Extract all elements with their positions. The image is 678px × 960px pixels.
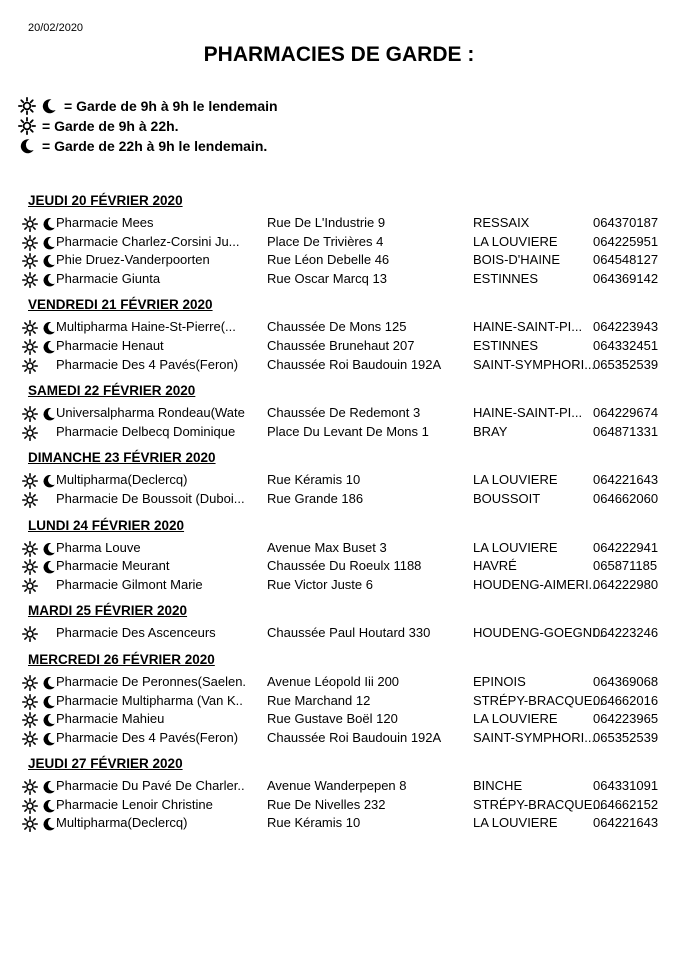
pharmacy-row [0, 337, 678, 356]
moon-icon [41, 253, 57, 269]
sun-icon [22, 559, 38, 575]
page-title: PHARMACIES DE GARDE : [203, 43, 475, 66]
pharmacy-phone: 064370187 [593, 215, 659, 230]
pharmacy-name: Multipharma(Declercq) [56, 472, 188, 488]
pharmacy-row [0, 624, 678, 643]
sun-icon [22, 779, 38, 795]
moon-icon [41, 235, 57, 251]
pharmacy-row [0, 710, 678, 729]
legend-item [18, 116, 278, 136]
moon-icon [41, 272, 57, 288]
pharmacy-row [0, 557, 678, 576]
moon-icon [41, 675, 57, 691]
pharmacy-name: Multipharma Haine-St-Pierre(... [56, 319, 236, 335]
pharmacy-phone: 064223246 [593, 625, 659, 641]
pharmacy-name: Pharma Louve [56, 539, 141, 555]
pharmacy-phone: 064223965 [593, 711, 659, 727]
pharmacy-address: Chaussée De Mons 125 [267, 319, 407, 335]
pharmacy-row [0, 471, 678, 490]
pharmacy-phone: 064331091 [593, 778, 659, 794]
pharmacy-address: Rue De L'Industrie 9 [267, 215, 386, 230]
pharmacy-row [0, 270, 678, 289]
pharmacy-address: Rue Marchand 12 [267, 692, 371, 708]
day-heading: VENDREDI 21 FÉVRIER 2020 [28, 297, 213, 313]
pharmacy-row [0, 356, 678, 375]
pharmacy-row [0, 539, 678, 558]
pharmacy-name: Pharmacie Giunta [56, 270, 161, 286]
pharmacy-phone: 065352539 [593, 356, 659, 372]
pharmacy-phone: 064548127 [593, 252, 659, 268]
pharmacy-address: Chaussée Brunehaut 207 [267, 337, 415, 353]
pharmacy-phone: 064223943 [593, 319, 659, 335]
pharmacy-address: Chaussée Du Roeulx 1188 [267, 558, 422, 574]
schedule-icons [22, 578, 56, 594]
pharmacy-phone: 064369068 [593, 673, 659, 689]
pharmacy-row [0, 814, 678, 833]
day-heading: MARDI 25 FÉVRIER 2020 [28, 603, 188, 619]
moon-icon [41, 559, 57, 575]
sun-icon [22, 492, 38, 508]
sun-icon [22, 731, 38, 747]
schedule-icons [22, 272, 56, 288]
schedule-icons [22, 253, 56, 269]
pharmacy-address: Rue Kéramis 10 [267, 472, 361, 488]
pharmacy-city: HOUDENG-AIMERI... [473, 576, 600, 592]
legend-item [18, 96, 278, 116]
pharmacy-name: Phie Druez-Vanderpoorten [56, 252, 210, 268]
pharmacy-phone: 064871331 [593, 423, 659, 439]
pharmacy-name: Pharmacie De Boussoit (Duboi... [56, 490, 245, 506]
sun-icon [18, 97, 36, 115]
sun-icon [22, 339, 38, 355]
pharmacy-name: Pharmacie De Peronnes(Saelen. [56, 673, 247, 689]
schedule-icons [22, 235, 56, 251]
pharmacy-city: HAINE-SAINT-PI... [473, 319, 583, 335]
pharmacy-name: Pharmacie Des Ascenceurs [56, 625, 216, 641]
moon-icon [41, 541, 57, 557]
moon-icon [41, 798, 57, 814]
pharmacy-address: Rue Kéramis 10 [267, 815, 361, 831]
pharmacy-city: RESSAIX [473, 215, 530, 230]
pharmacy-city: BINCHE [473, 778, 523, 794]
schedule-icons [22, 675, 56, 691]
sun-icon [18, 117, 36, 135]
pharmacy-city: HAINE-SAINT-PI... [473, 405, 583, 421]
schedule-icons [22, 406, 56, 422]
pharmacy-city: LA LOUVIERE [473, 539, 558, 555]
day-section [0, 294, 678, 380]
pharmacy-phone: 064225951 [593, 233, 659, 249]
pharmacy-address: Chaussée De Redemont 3 [267, 405, 421, 421]
pharmacy-row [0, 692, 678, 711]
day-heading: JEUDI 20 FÉVRIER 2020 [28, 193, 183, 208]
pharmacy-name: Pharmacie Mees [56, 215, 154, 230]
day-section [0, 753, 678, 839]
sun-icon [22, 473, 38, 489]
moon-icon [41, 406, 57, 422]
pharmacy-address: Avenue Max Buset 3 [267, 539, 387, 555]
pharmacy-address: Chaussée Roi Baudouin 192A [267, 729, 442, 745]
schedule-icons [22, 358, 56, 374]
pharmacy-city: BRAY [473, 423, 508, 439]
day-section [0, 515, 678, 601]
pharmacy-address: Chaussée Paul Houtard 330 [267, 625, 431, 641]
pharmacy-phone: 065352539 [593, 729, 659, 745]
pharmacy-address: Rue Grande 186 [267, 490, 364, 506]
moon-icon [41, 694, 57, 710]
document-date: 20/02/2020 [28, 22, 84, 34]
pharmacy-name: Pharmacie Henaut [56, 337, 164, 353]
sun-icon [22, 541, 38, 557]
pharmacy-name: Pharmacie Mahieu [56, 711, 165, 727]
day-heading: JEUDI 27 FÉVRIER 2020 [28, 756, 183, 772]
pharmacy-row [0, 251, 678, 270]
schedule-icons [22, 731, 56, 747]
schedule-icons [22, 473, 56, 489]
moon-icon [41, 731, 57, 747]
sun-icon [22, 235, 38, 251]
pharmacy-city: HOUDENG-GOEGNI... [473, 625, 607, 641]
moon-icon [41, 339, 57, 355]
pharmacy-row [0, 490, 678, 509]
day-section [0, 190, 678, 294]
schedule-icons [22, 816, 56, 832]
pharmacy-phone: 064369142 [593, 270, 659, 286]
pharmacy-row [0, 576, 678, 595]
pharmacy-phone: 064662060 [593, 490, 659, 506]
sun-icon [22, 694, 38, 710]
pharmacy-city: ESTINNES [473, 337, 539, 353]
pharmacy-city: SAINT-SYMPHORI... [473, 729, 596, 745]
moon-icon [41, 216, 57, 232]
schedule-icons [22, 626, 56, 642]
schedule-icons [22, 320, 56, 336]
sun-icon [22, 216, 38, 232]
pharmacy-city: SAINT-SYMPHORI... [473, 356, 596, 372]
pharmacy-phone: 064222941 [593, 539, 659, 555]
pharmacy-city: LA LOUVIERE [473, 472, 558, 488]
pharmacy-row [0, 423, 678, 442]
schedule-icons [22, 216, 56, 232]
schedule-icons [22, 541, 56, 557]
sun-icon [22, 425, 38, 441]
pharmacy-phone: 065871185 [593, 558, 658, 574]
pharmacy-row [0, 404, 678, 423]
pharmacy-name: Multipharma(Declercq) [56, 815, 188, 831]
pharmacy-phone: 064332451 [593, 337, 659, 353]
day-heading: LUNDI 24 FÉVRIER 2020 [28, 517, 185, 533]
pharmacy-row [0, 233, 678, 252]
pharmacy-phone: 064221643 [593, 815, 659, 831]
pharmacy-city: LA LOUVIERE [473, 815, 558, 831]
pharmacy-phone: 064229674 [593, 405, 659, 421]
sun-icon [22, 406, 38, 422]
pharmacy-address: Rue De Nivelles 232 [267, 796, 386, 812]
pharmacy-city: LA LOUVIERE [473, 233, 558, 249]
pharmacy-phone: 064221643 [593, 472, 659, 488]
moon-icon [41, 473, 57, 489]
schedule-icons [22, 492, 56, 508]
pharmacy-row [0, 214, 678, 233]
pharmacy-name: Universalpharma Rondeau(Wate [56, 405, 245, 421]
legend-text: = Garde de 22h à 9h le lendemain. [42, 138, 268, 154]
pharmacy-name: Pharmacie Charlez-Corsini Ju... [56, 233, 240, 249]
sun-icon [22, 253, 38, 269]
sun-icon [22, 358, 38, 374]
schedule-icons [22, 339, 56, 355]
pharmacy-name: Pharmacie Gilmont Marie [56, 576, 203, 592]
day-heading: DIMANCHE 23 FÉVRIER 2020 [28, 450, 216, 466]
sun-icon [22, 712, 38, 728]
pharmacy-address: Avenue Wanderpepen 8 [267, 778, 407, 794]
sun-icon [22, 626, 38, 642]
pharmacy-address: Place De Trivières 4 [267, 233, 384, 249]
pharmacy-city: ESTINNES [473, 270, 539, 286]
sun-icon [22, 816, 38, 832]
moon-icon [41, 320, 57, 336]
pharmacy-name: Pharmacie Lenoir Christine [56, 796, 213, 812]
pharmacy-row [0, 673, 678, 692]
moon-icon [41, 816, 57, 832]
pharmacy-name: Pharmacie Du Pavé De Charler.. [56, 778, 245, 794]
schedule-icons [22, 798, 56, 814]
schedule-icons [22, 779, 56, 795]
pharmacy-address: Place Du Levant De Mons 1 [267, 423, 429, 439]
pharmacy-address: Rue Victor Juste 6 [267, 576, 373, 592]
moon-icon [40, 97, 58, 115]
sun-icon [22, 675, 38, 691]
schedule-icons [22, 694, 56, 710]
pharmacy-address: Avenue Léopold Iii 200 [267, 673, 400, 689]
moon-icon [41, 779, 57, 795]
day-heading: MERCREDI 26 FÉVRIER 2020 [28, 651, 215, 667]
sun-icon [22, 578, 38, 594]
pharmacy-name: Pharmacie Meurant [56, 558, 170, 574]
day-section [0, 649, 678, 753]
pharmacy-name: Pharmacie Des 4 Pavés(Feron) [56, 356, 239, 372]
day-section [0, 447, 678, 514]
pharmacy-address: Rue Gustave Boël 120 [267, 711, 398, 727]
pharmacy-name: Pharmacie Des 4 Pavés(Feron) [56, 729, 239, 745]
pharmacy-address: Rue Oscar Marcq 13 [267, 270, 387, 286]
sun-icon [22, 320, 38, 336]
day-section [0, 600, 678, 649]
pharmacy-city: BOUSSOIT [473, 490, 541, 506]
pharmacy-name: Pharmacie Delbecq Dominique [56, 423, 236, 439]
schedule-icons [22, 425, 56, 441]
pharmacy-row [0, 796, 678, 815]
pharmacy-phone: 064222980 [593, 576, 659, 592]
day-heading: SAMEDI 22 FÉVRIER 2020 [28, 383, 196, 399]
pharmacy-city: HAVRÉ [473, 558, 517, 574]
day-section [0, 380, 678, 447]
legend-item [18, 136, 278, 156]
pharmacy-row [0, 318, 678, 337]
pharmacy-city: BOIS-D'HAINE [473, 252, 560, 268]
pharmacy-address: Rue Léon Debelle 46 [267, 252, 390, 268]
pharmacy-phone: 064662016 [593, 692, 659, 708]
sun-icon [22, 798, 38, 814]
moon-icon [18, 137, 36, 155]
pharmacy-city: STRÉPY-BRACQUE... [473, 796, 604, 812]
schedule-icons [22, 712, 56, 728]
pharmacy-city: EPINOIS [473, 673, 526, 689]
legend [18, 96, 278, 156]
pharmacy-row [0, 777, 678, 796]
pharmacy-name: Pharmacie Multipharma (Van K.. [56, 692, 243, 708]
sun-icon [22, 272, 38, 288]
pharmacy-city: LA LOUVIERE [473, 711, 558, 727]
schedule [0, 190, 678, 839]
pharmacy-city: STRÉPY-BRACQUE... [473, 692, 604, 708]
legend-text: = Garde de 9h à 22h. [42, 118, 179, 134]
pharmacy-address: Chaussée Roi Baudouin 192A [267, 356, 442, 372]
schedule-icons [22, 559, 56, 575]
legend-text: = Garde de 9h à 9h le lendemain [64, 98, 278, 114]
pharmacy-phone: 064662152 [593, 796, 659, 812]
pharmacy-row [0, 729, 678, 748]
moon-icon [41, 712, 57, 728]
